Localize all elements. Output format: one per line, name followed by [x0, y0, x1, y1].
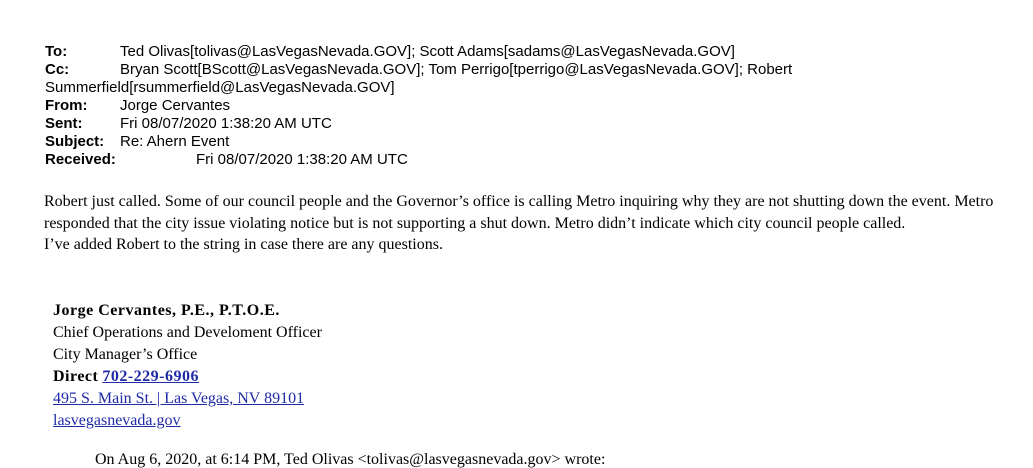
address-link[interactable]: 495 S. Main St. | Las Vegas, NV 89101	[53, 390, 305, 407]
phone-link[interactable]: 702-229-6906	[102, 368, 199, 385]
cc-label: Cc:	[45, 61, 70, 78]
direct-label: Direct	[53, 368, 99, 385]
sent-label: Sent:	[45, 115, 83, 132]
from-label: From:	[45, 97, 88, 114]
message-paragraph: I’ve added Robert to the string in case there are any questions.	[44, 236, 443, 253]
cc-continuation: Summerfield[rsummerfield@LasVegasNevada.GOV]	[45, 79, 395, 96]
sent-value: Fri 08/07/2020 1:38:20 AM UTC	[120, 115, 332, 132]
subject-label: Subject:	[45, 133, 105, 150]
received-label: Received:	[45, 151, 116, 168]
cc-value: Bryan Scott[BScott@LasVegasNevada.GOV]; Tom Perrigo[tperrigo@LasVegasNevada.GOV]; Robert	[120, 61, 793, 78]
quoted-reply-text: On Aug 6, 2020, at 6:14 PM, Ted Olivas <tolivas@lasvegasnevada.gov> wrote:	[95, 451, 606, 468]
signature-office: City Manager’s Office	[53, 346, 198, 363]
message-body	[44, 191, 1019, 256]
email-signature	[53, 300, 322, 432]
subject-value: Re: Ahern Event	[120, 133, 230, 150]
signature-title: Chief Operations and Develoment Officer	[53, 324, 322, 341]
to-label: To:	[45, 43, 68, 60]
signature-name: Jorge Cervantes, P.E., P.T.O.E.	[53, 302, 280, 319]
message-paragraph: Robert just called. Some of our council people and the Governor’s office is calling Metro inquiring why they are not shutting down the event. Metro responded that the city issue violating notice but is not supporting a shut down. Metro didn’t indicate which city council people called.	[44, 193, 994, 232]
received-value: Fri 08/07/2020 1:38:20 AM UTC	[196, 151, 408, 168]
website-link[interactable]: lasvegasnevada.gov	[53, 412, 181, 429]
signature-direct-line	[53, 366, 322, 388]
from-value: Jorge Cervantes	[120, 97, 231, 114]
quoted-reply-line	[95, 448, 715, 468]
to-value: Ted Olivas[tolivas@LasVegasNevada.GOV]; Scott Adams[sadams@LasVegasNevada.GOV]	[120, 43, 735, 60]
